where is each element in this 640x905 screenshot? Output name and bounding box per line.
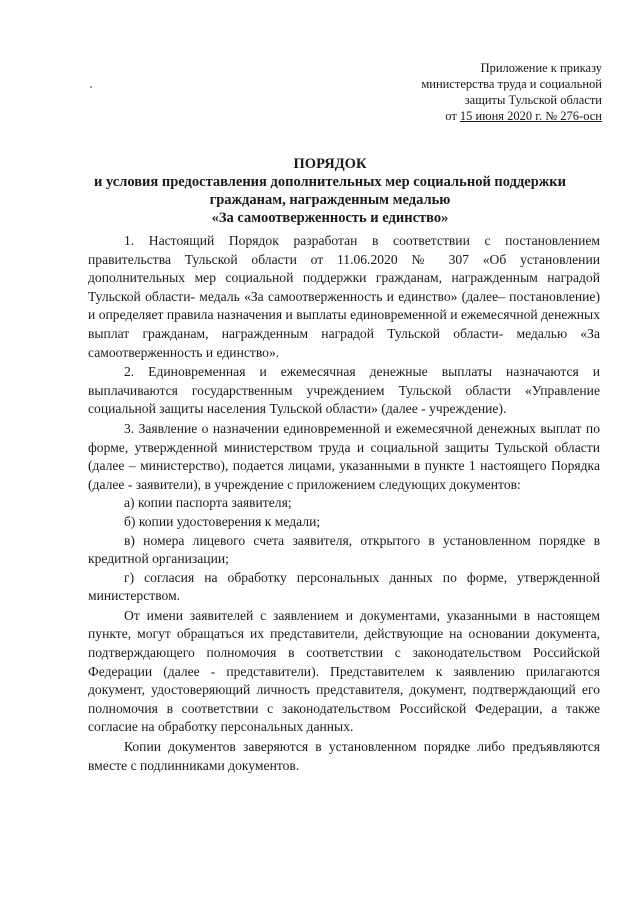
- paragraph-representatives: От имени заявителей с заявлением и документами, указанными в настоящем пункте, могут обращаться их представители, действующие на основании документа, подтверждающего полномочия в соответствии с законодательством Российской Федерации (далее - представители). Представителем к заявлению прилагаются документ, удостоверяющий личность представителя, документ, подтверждающий его полномочия в соответствии с законодательством Российской Федерации, а также согласие на обработку персональных данных.: [88, 607, 600, 735]
- list-item-b: б) копии удостоверения к медали;: [124, 513, 321, 529]
- list-item-g: г) согласия на обработку персональных данных по форме, утвержденной министерством.: [88, 569, 600, 604]
- document-title: [60, 155, 600, 227]
- approval-line-3: защиты Тульской области: [464, 93, 602, 107]
- approval-line-4: [342, 108, 602, 124]
- paragraph-copies: Копии документов заверяются в установленном порядке либо предъявляются вместе с подлинниками документов.: [88, 739, 600, 773]
- paragraph-1: 1. Настоящий Порядок разработан в соответствии с постановлением правительства Тульской области от 11.06.2020 № 307 «Об установлении дополнительных мер социальной поддержки гражданам, награжденным наградой Тульской области- медаль «За самоотверженность и единство» (далее– постановление) и определяет правила назначения и выплаты единовременной и ежемесячной денежных выплат гражданам, награжденным наградой Тульской области- медалью «За самоотверженность и единство».: [88, 233, 600, 360]
- scan-speck: [90, 86, 92, 88]
- document-body: [88, 232, 600, 775]
- approval-date: 15 июня 2020 г. № 276-осн: [459, 109, 602, 123]
- approval-line-1: Приложение к приказу: [480, 61, 602, 75]
- approval-stamp: [342, 60, 602, 124]
- approval-date-prefix: от: [445, 109, 460, 123]
- paragraph-2: 2. Единовременная и ежемесячная денежные выплаты назначаются и выплачиваются государственным учреждением Тульской области «Управление социальной защиты населения Тульской области» (далее - учреждение).: [88, 364, 600, 417]
- title-line-2: и условия предоставления дополнительных мер социальной поддержки: [93, 174, 566, 190]
- title-line-4: «За самоотверженность и единство»: [211, 210, 449, 226]
- paragraph-3: 3. Заявление о назначении единовременной и ежемесячной денежных выплат по форме, утвержденной министерством труда и социальной защиты Тульской области (далее – министерство), подается лицами, указанными в пункте 1 настоящего Порядка (далее - заявители), в учреждение с приложением следующих документов:: [88, 420, 600, 492]
- title-line-1: ПОРЯДОК: [293, 156, 367, 172]
- list-item-v: в) номера лицевого счета заявителя, открытого в установленном порядке в кредитной организации;: [88, 532, 600, 567]
- approval-line-2: министерства труда и социальной: [421, 77, 602, 91]
- list-item-a: а) копии паспорта заявителя;: [124, 495, 292, 511]
- title-line-3: гражданам, награжденным медалью: [209, 192, 451, 208]
